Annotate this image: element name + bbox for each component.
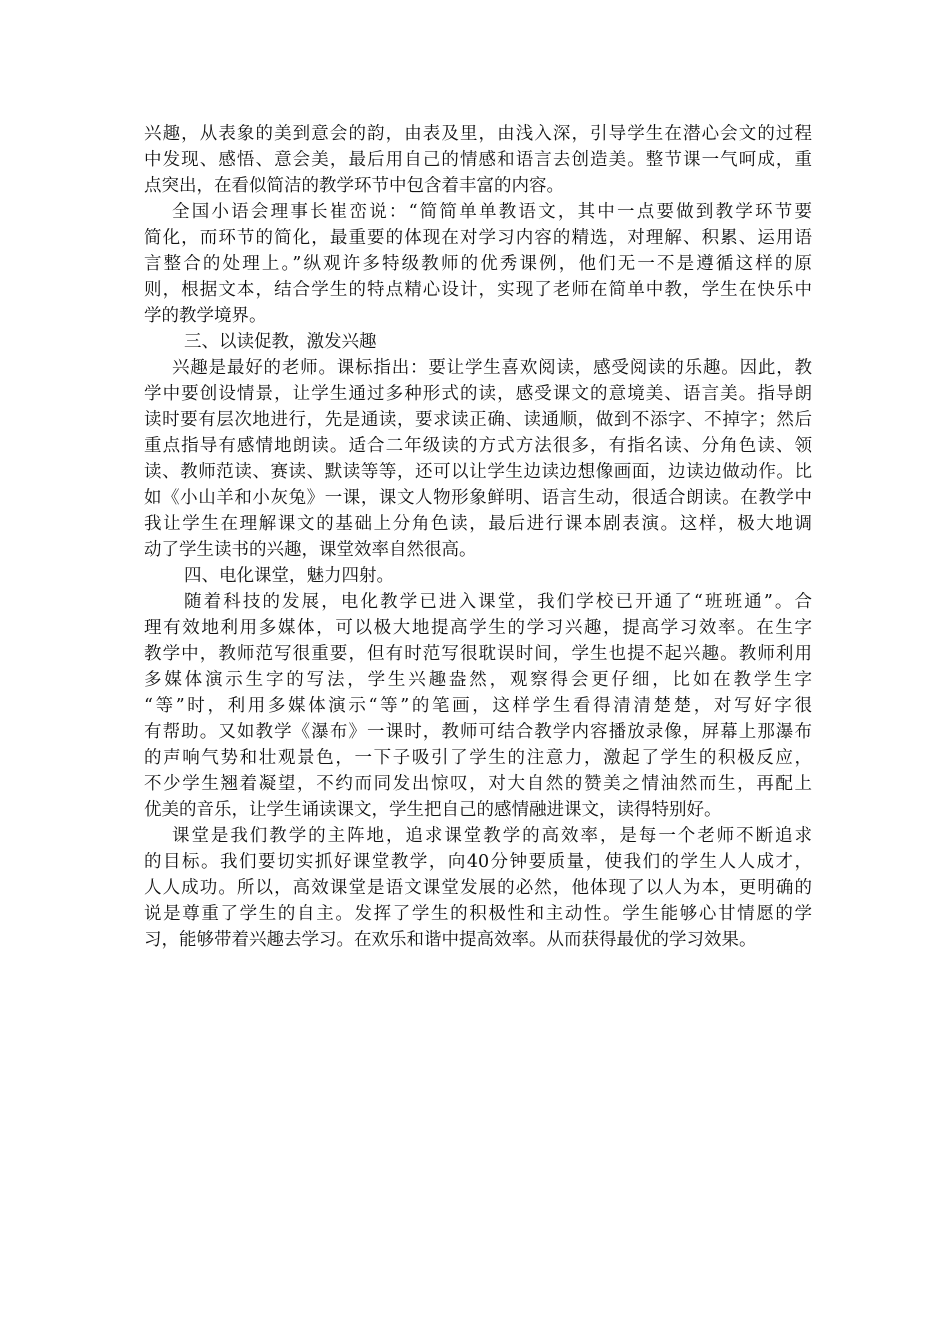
paragraph — [144, 121, 812, 199]
text-line: 学中要创设情景，让学生通过多种形式的读，感受课文的意境美、语言美。指导朗 — [144, 384, 812, 404]
heading-text: 四、电化课堂，魅力四射。 — [184, 566, 394, 586]
text-line: 全国小语会理事长崔峦说：“简简单单教语文，其中一点要做到教学环节要 — [172, 202, 812, 222]
text-line: 学的教学境界。 — [144, 306, 267, 326]
text-line: 理有效地利用多媒体，可以极大地提高学生的学习兴趣，提高学习效率。在生字 — [144, 618, 812, 638]
text-line: 课堂是我们教学的主阵地，追求课堂教学的高效率，是每一个老师不断追求 — [172, 826, 812, 846]
text-line: 读、教师范读、赛读、默读等等，还可以让学生边读边想像画面，边读边做动作。比 — [144, 462, 812, 482]
text-line: 随着科技的发展，电化教学已进入课堂，我们学校已开通了“班班通”。合 — [184, 592, 812, 612]
text-line: 读时要有层次地进行，先是通读，要求读正确、读通顺，做到不添字、不掉字；然后 — [144, 410, 812, 430]
text-line: 的目标。我们要切实抓好课堂教学，向40分钟要质量，使我们的学生人人成才， — [144, 852, 812, 872]
heading-text: 三、以读促教，激发兴趣 — [184, 332, 377, 352]
text-line: 我让学生在理解课文的基础上分角色读，最后进行课本剧表演。这样，极大地调 — [144, 514, 812, 534]
section-heading — [144, 563, 812, 589]
text-line: 动了学生读书的兴趣，课堂效率自然很高。 — [144, 540, 477, 560]
body-text — [144, 121, 812, 953]
section-heading — [144, 329, 812, 355]
paragraph — [144, 589, 812, 823]
text-line: “等”时，利用多媒体演示“等”的笔画，这样学生看得清清楚楚，对写好字很 — [144, 696, 812, 716]
paragraph — [144, 355, 812, 563]
text-line: 说是尊重了学生的自主。发挥了学生的积极性和主动性。学生能够心甘情愿的学 — [144, 904, 812, 924]
text-line: 多媒体演示生字的写法，学生兴趣盎然，观察得会更仔细，比如在教学生字 — [144, 670, 812, 690]
text-line: 人人成功。所以，高效课堂是语文课堂发展的必然，他体现了以人为本，更明确的 — [144, 878, 812, 898]
text-line: 兴趣是最好的老师。课标指出：要让学生喜欢阅读，感受阅读的乐趣。因此，教 — [172, 358, 812, 378]
paragraph — [144, 199, 812, 329]
text-line: 的声响气势和壮观景色，一下子吸引了学生的注意力，激起了学生的积极反应， — [144, 748, 812, 768]
text-line: 点突出，在看似简洁的教学环节中包含着丰富的内容。 — [144, 176, 564, 196]
text-line: 有帮助。又如教学《瀑布》一课时，教师可结合教学内容播放录像，屏幕上那瀑布 — [144, 722, 812, 742]
text-line: 重点指导有感情地朗读。适合二年级读的方式方法很多，有指名读、分角色读、领 — [144, 436, 812, 456]
text-line: 习，能够带着兴趣去学习。在欢乐和谐中提高效率。从而获得最优的学习效果。 — [144, 930, 757, 950]
text-line: 优美的音乐，让学生诵读课文，学生把自己的感情融进课文，读得特别好。 — [144, 800, 722, 820]
text-line: 中发现、感悟、意会美，最后用自己的情感和语言去创造美。整节课一气呵成，重 — [144, 150, 812, 170]
text-line: 教学中，教师范写很重要，但有时范写很耽误时间，学生也提不起兴趣。教师利用 — [144, 644, 812, 664]
document-page — [144, 121, 812, 953]
text-line: 如《小山羊和小灰兔》一课，课文人物形象鲜明、语言生动，很适合朗读。在教学中 — [144, 488, 812, 508]
text-line: 兴趣，从表象的美到意会的韵，由表及里，由浅入深，引导学生在潜心会文的过程 — [144, 124, 812, 144]
text-line: 不少学生翘着凝望，不约而同发出惊叹，对大自然的赞美之情油然而生，再配上 — [144, 774, 812, 794]
text-line: 简化，而环节的简化，最重要的体现在对学习内容的精选，对理解、积累、运用语 — [144, 228, 812, 248]
paragraph — [144, 823, 812, 953]
text-line: 言整合的处理上。”纵观许多特级教师的优秀课例，他们无一不是遵循这样的原 — [144, 254, 812, 274]
text-line: 则，根据文本，结合学生的特点精心设计，实现了老师在简单中教，学生在快乐中 — [144, 280, 812, 300]
